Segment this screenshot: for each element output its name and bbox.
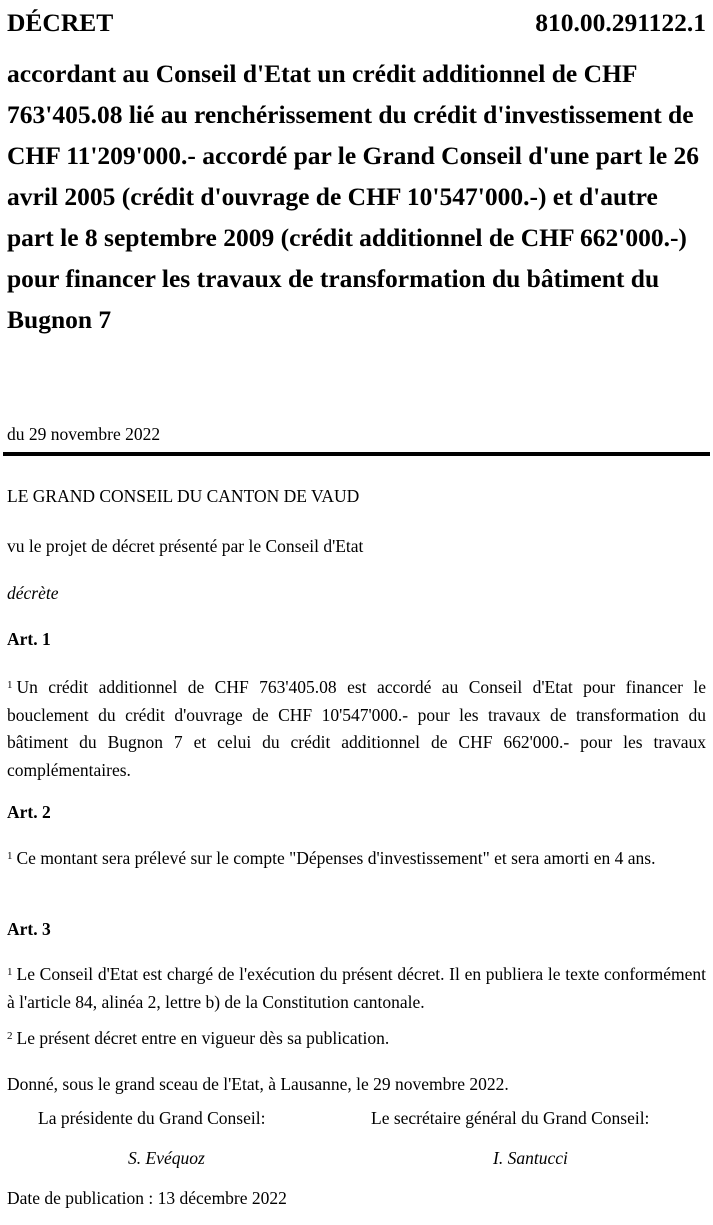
signature-title-secretary: Le secrétaire général du Grand Conseil: — [371, 1108, 650, 1128]
authority-line: LE GRAND CONSEIL DU CANTON DE VAUD — [7, 486, 360, 506]
paragraph-text: Ce montant sera prélevé sur le compte "Dépenses d'investissement" et sera amorti en 4 ans. — [16, 848, 656, 868]
publication-date: Date de publication : 13 décembre 2022 — [7, 1188, 287, 1208]
paragraph-text: Le Conseil d'Etat est chargé de l'exécution du présent décret. Il en publiera le texte conformément à l'article 84, alinéa 2, lettre b) de la Constitution cantonale. — [7, 964, 706, 1012]
document-number: 810.00.291122.1 — [535, 8, 706, 37]
paragraph-text: Un crédit additionnel de CHF 763'405.08 est accordé au Conseil d'Etat pour financer le bouclement du crédit d'ouvrage de CHF 10'547'000.- pour les travaux de transformation du bâtiment du Bugnon 7 et celui du crédit additionnel de CHF 662'000.- pour les travaux complémentaires. — [7, 677, 706, 780]
header-divider — [3, 452, 710, 456]
article-3-paragraph-1 — [7, 961, 706, 1016]
paragraph-number: 1 — [7, 850, 13, 862]
decree-title: accordant au Conseil d'Etat un crédit additionnel de CHF 763'405.08 lié au renchérissement du crédit d'investissement de CHF 11'209'000.- accordé par le Grand Conseil d'une part le 26 avril 2005 (crédit d'ouvrage de CHF 10'547'000.-) et d'autre part le 8 septembre 2009 (crédit additionnel de CHF 662'000.-) pour financer les travaux de transformation du bâtiment du Bugnon 7 — [7, 59, 700, 334]
paragraph-number: 1 — [7, 966, 13, 978]
paragraph-text: Le présent décret entre en vigueur dès sa publication. — [16, 1028, 390, 1048]
considering-line: vu le projet de décret présenté par le Conseil d'Etat — [7, 536, 364, 556]
decrees-line: décrète — [7, 583, 59, 603]
signature-name-secretary: I. Santucci — [493, 1148, 568, 1168]
paragraph-number: 1 — [7, 679, 13, 691]
paragraph-number: 2 — [7, 1030, 13, 1042]
article-2-paragraph-1 — [7, 845, 706, 873]
decree-date: du 29 novembre 2022 — [7, 424, 161, 444]
signature-title-president: La présidente du Grand Conseil: — [38, 1108, 266, 1128]
document-type: DÉCRET — [7, 8, 114, 37]
document-header — [7, 6, 706, 40]
article-2-heading: Art. 2 — [7, 802, 51, 822]
article-1-heading: Art. 1 — [7, 629, 51, 649]
article-1-paragraph-1 — [7, 674, 706, 784]
closing-line: Donné, sous le grand sceau de l'Etat, à Lausanne, le 29 novembre 2022. — [7, 1074, 509, 1094]
signature-name-president: S. Evéquoz — [128, 1148, 205, 1168]
article-3-heading: Art. 3 — [7, 919, 51, 939]
article-3-paragraph-2 — [7, 1025, 706, 1053]
